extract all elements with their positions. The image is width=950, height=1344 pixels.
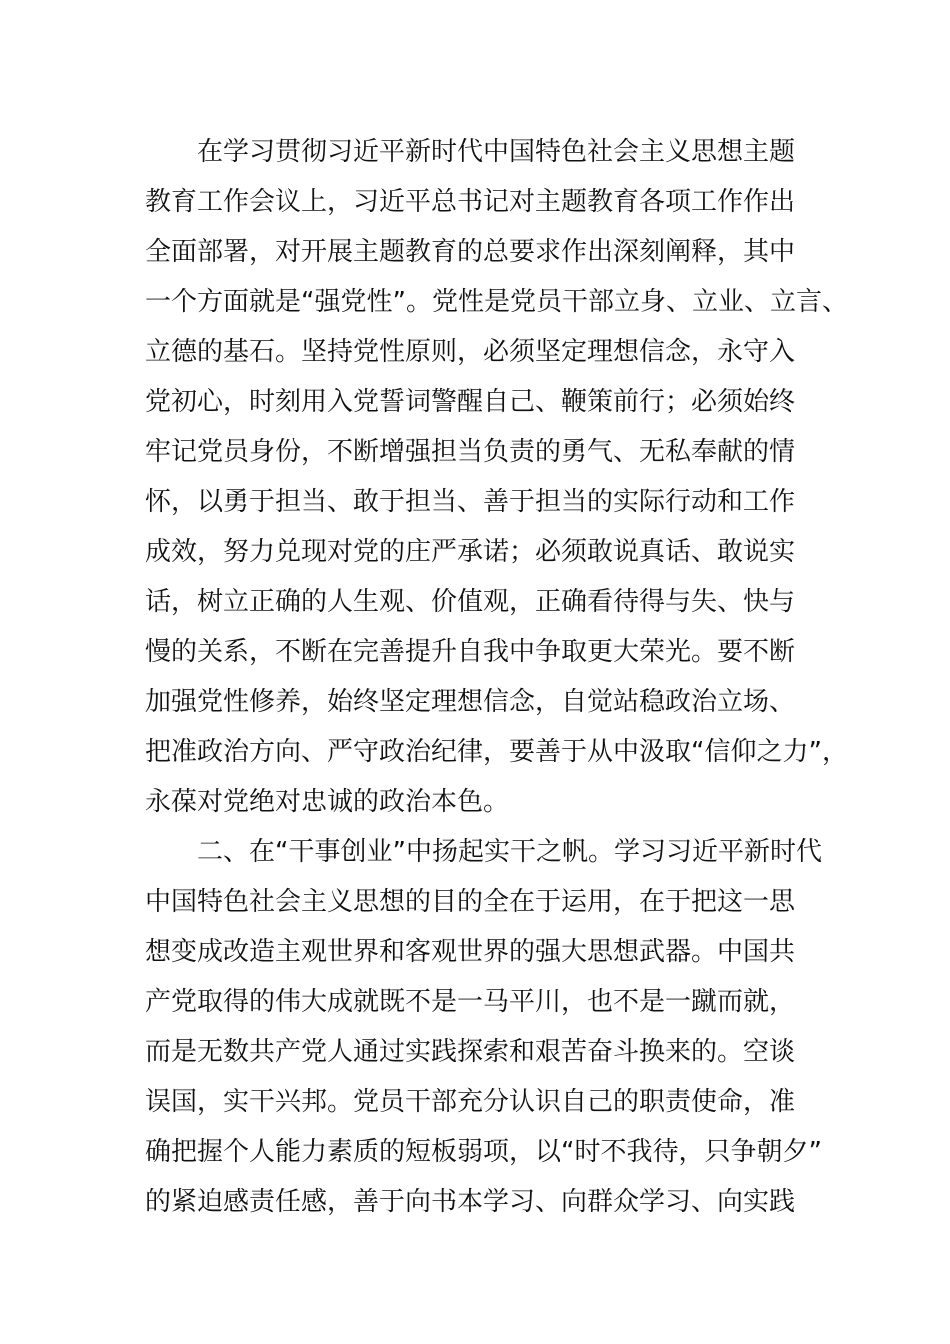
paragraph-line: 话，树立正确的人生观、价值观，正确看待得与失、快与 <box>145 587 796 617</box>
paragraph-line: 产党取得的伟大成就既不是一马平川，也不是一蹴而就， <box>145 987 796 1017</box>
paragraph-line: 立德的基石。坚持党性原则，必须坚定理想信念，永守入 <box>145 337 796 367</box>
paragraph-line: 中国特色社会主义思想的目的全在于运用，在于把这一思 <box>145 887 796 917</box>
paragraph-line: 一个方面就是“强党性”。党性是党员干部立身、立业、立言、 <box>145 287 848 317</box>
paragraph-line: 成效，努力兑现对党的庄严承诺；必须敢说真话、敢说实 <box>145 537 796 567</box>
paragraph-line: 把准政治方向、严守政治纪律，要善于从中汲取“信仰之力”， <box>145 737 848 767</box>
paragraph-line: 确把握个人能力素质的短板弱项，以“时不我待，只争朝夕” <box>145 1137 822 1167</box>
paragraph-line: 党初心，时刻用入党誓词警醒自己、鞭策前行；必须始终 <box>145 387 796 417</box>
paragraph-line: 怀，以勇于担当、敢于担当、善于担当的实际行动和工作 <box>145 487 796 517</box>
paragraph-line: 想变成改造主观世界和客观世界的强大思想武器。中国共 <box>145 937 796 967</box>
paragraph-line: 全面部署，对开展主题教育的总要求作出深刻阐释，其中 <box>145 237 796 267</box>
paragraph-1 <box>145 127 848 827</box>
document-body <box>145 127 848 1227</box>
paragraph-2 <box>145 827 822 1227</box>
paragraph-line: 慢的关系，不断在完善提升自我中争取更大荣光。要不断 <box>145 637 796 667</box>
paragraph-line: 误国，实干兴邦。党员干部充分认识自己的职责使命，准 <box>145 1087 796 1117</box>
paragraph-line: 加强党性修养，始终坚定理想信念，自觉站稳政治立场、 <box>145 687 796 717</box>
paragraph-line: 的紧迫感责任感，善于向书本学习、向群众学习、向实践 <box>145 1187 796 1217</box>
paragraph-line: 永葆对党绝对忠诚的政治本色。 <box>145 787 510 817</box>
paragraph-line: 而是无数共产党人通过实践探索和艰苦奋斗换来的。空谈 <box>145 1037 796 1067</box>
paragraph-line: 二、在“干事创业”中扬起实干之帆。学习习近平新时代 <box>197 837 822 867</box>
paragraph-line: 教育工作会议上，习近平总书记对主题教育各项工作作出 <box>145 187 796 217</box>
paragraph-line: 牢记党员身份，不断增强担当负责的勇气、无私奉献的情 <box>145 437 796 467</box>
paragraph-line: 在学习贯彻习近平新时代中国特色社会主义思想主题 <box>197 137 796 167</box>
